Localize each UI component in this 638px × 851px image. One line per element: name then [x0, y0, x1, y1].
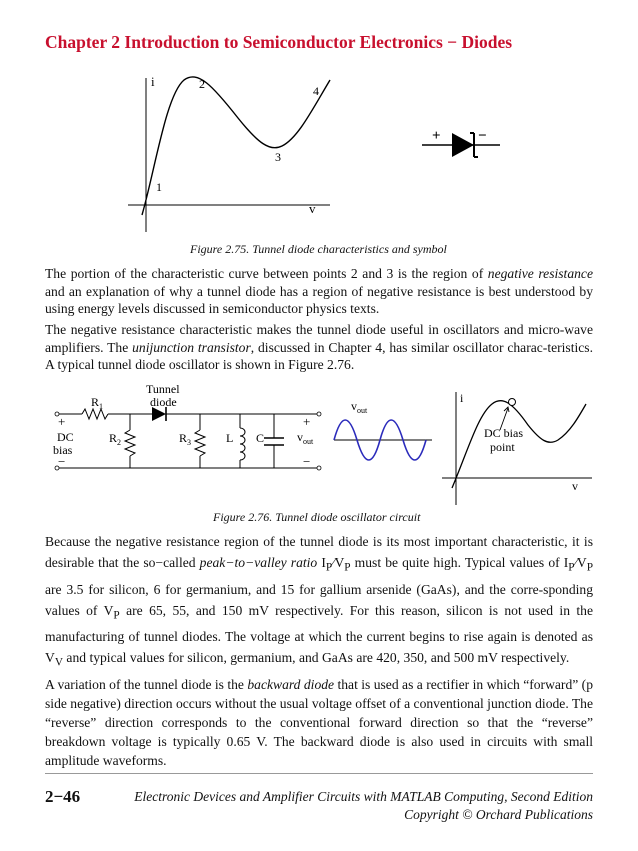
symbol-minus: − [478, 128, 487, 144]
bias-point-plot [442, 392, 592, 505]
paragraph-1: The portion of the characteristic curve between points 2 and 3 is the region of negative resistance and an explanation of why a tunnel diode has a region of negative resistance is best understood by using energy levels discussed in semiconductor physics texts. [45, 266, 593, 316]
footer-rule [45, 773, 593, 774]
tunnel-label: Tunnel [146, 382, 180, 396]
vout-waveform [334, 420, 432, 460]
plot-i-label: i [460, 391, 464, 405]
paragraph-3: Because the negative resistance region of the tunnel diode is its most important characteristic, it is desirable that the so−called peak−to−valley ratio $I_P⁄V_P$ must be quite high. Typical values of $I_P⁄V_P$ are 3.5 for silicon, 6 for germanium, and 15 for gallium arsenide (GaAs), and the corre-sponding values of $V_P$ are 65, 55, and 150 mV respectively. For this reason, silicon is not used in the manufacturing of tunnel diodes. The voltage at which the current begins to rise again is denoted as $V_V$ and typical values for silicon, germanium, and GaAs are 420, 350, and 500 mV respectively. [45, 534, 593, 670]
r1-label: $R_1$ [91, 395, 104, 411]
dc-minus-label: − [58, 454, 66, 469]
bias-point-marker [509, 399, 516, 406]
resistor-r2 [125, 430, 135, 456]
terminal-out-plus [317, 412, 321, 416]
axis-v-label: v [309, 201, 316, 216]
book-title: Electronic Devices and Amplifier Circuits with MATLAB Computing, Second Edition [134, 789, 593, 804]
resistor-r1 [82, 409, 108, 419]
tunnel-diode-circuit-symbol [152, 407, 176, 421]
l-label: L [226, 431, 234, 445]
figure-2-75-caption: Figure 2.75. Tunnel diode characteristics and symbol [190, 242, 447, 256]
dc-plus-label: + [58, 414, 66, 429]
point-1-label: 1 [156, 180, 162, 194]
inductor-l [240, 428, 245, 460]
copyright: Copyright © Orchard Publications [404, 807, 593, 822]
chapter-header: Chapter 2 Introduction to Semiconductor Electronics − Diodes [45, 32, 513, 52]
r2-label: $R_2$ [109, 431, 122, 447]
terminal-out-minus [317, 466, 321, 470]
point-label: point [490, 440, 515, 454]
bias-label: bias [53, 443, 73, 457]
waveform-vout-label: $v_{out}$ [351, 399, 368, 415]
point-4-label: 4 [313, 84, 319, 98]
r3-label: $R_3$ [179, 431, 192, 447]
point-2-label: 2 [199, 77, 205, 91]
dc-label: DC [57, 430, 74, 444]
point-3-label: 3 [275, 150, 281, 164]
vout-label: $v_{out}$ [297, 430, 314, 446]
axis-i-label: i [151, 74, 155, 89]
paragraph-2: The negative resistance characteristic makes the tunnel diode useful in oscillators and micro-wave amplifiers. The unijunction transistor, discussed in Chapter 4, has similar oscillator charac-teristics. A typical tunnel diode oscillator is shown in Figure 2.76. [45, 322, 593, 372]
paragraph-4: A variation of the tunnel diode is the backward diode that is used as a rectifier in which “forward” (p side negative) direction occurs without the usual voltage offset of a conventional junction diode. The “reverse” direction corresponds to the conventional forward direction so that the “reverse” breakdown voltage is typically 0.65 V. The backward diode is also used in circuits with small amplitude waveforms. [45, 677, 594, 768]
diode-label: diode [150, 395, 177, 409]
resistor-r3 [195, 430, 205, 456]
out-plus-label: + [303, 414, 311, 429]
symbol-plus: + [432, 128, 441, 144]
plot-v-label: v [572, 479, 578, 493]
c-label: C [256, 431, 265, 445]
figure-2-76-caption: Figure 2.76. Tunnel diode oscillator circuit [213, 510, 421, 524]
page-number: 2−46 [45, 787, 81, 806]
dc-bias-label: DC bias [484, 426, 523, 440]
out-minus-label: − [303, 454, 311, 469]
